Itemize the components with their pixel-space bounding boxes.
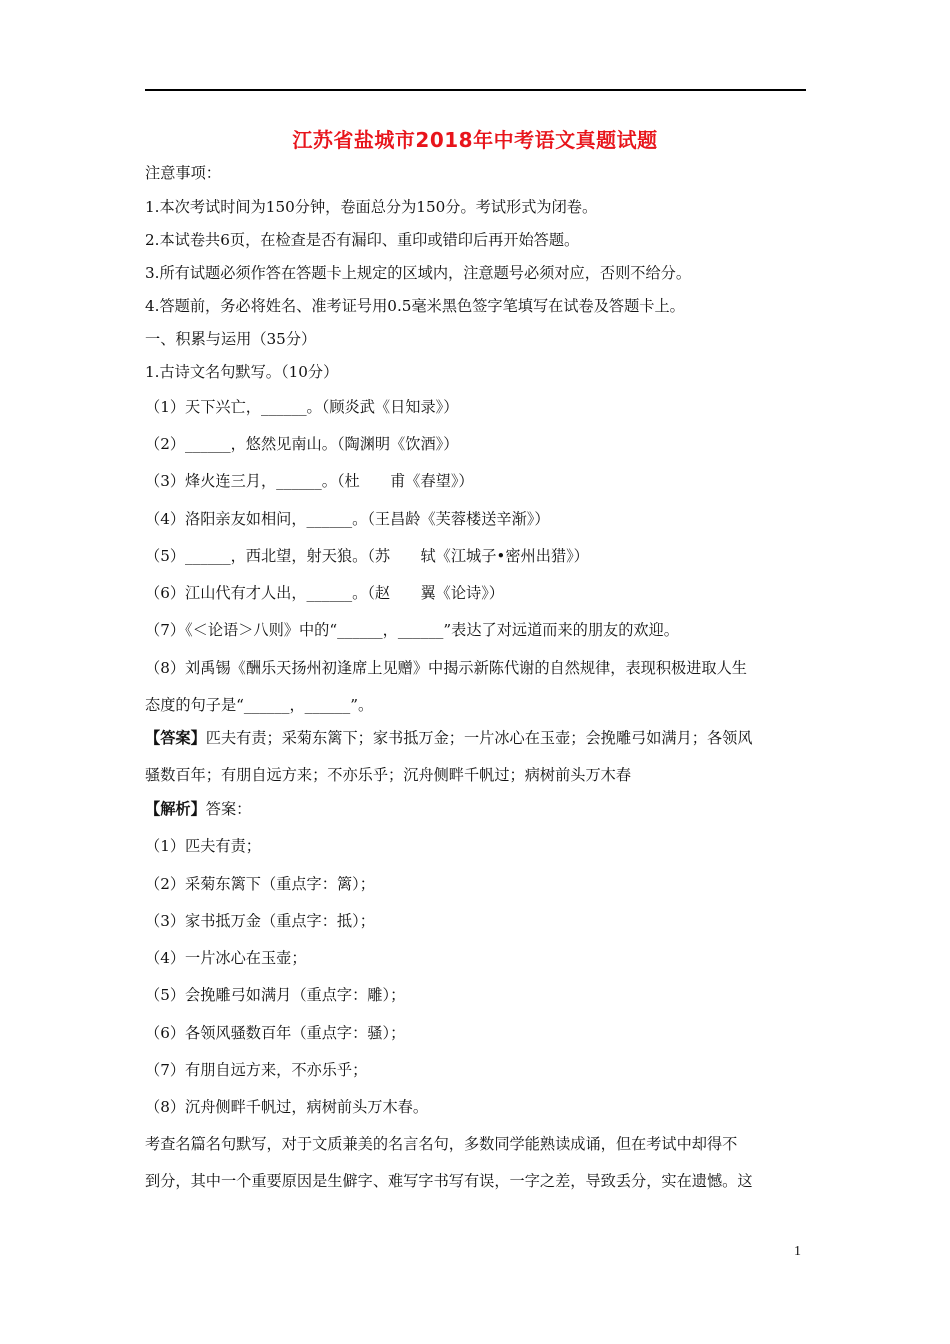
question-item-1: （1）天下兴亡，______。（顾炎武《日知录》）: [145, 398, 459, 416]
answer-line: [145, 727, 753, 749]
notice-item-2: 2.本试卷共6页，在检查是否有漏印、重印或错印后再开始答题。: [145, 231, 580, 249]
question-item-2: （2）______，悠然见南山。（陶渊明《饮酒》）: [145, 435, 459, 453]
answer-text: 匹夫有责；采菊东篱下；家书抵万金；一片冰心在玉壶；会挽雕弓如满月；各领风: [205, 729, 753, 747]
analysis-label: 【解析】: [145, 800, 206, 818]
analysis-item-7: （7）有朋自远方来，不亦乐乎；: [145, 1061, 368, 1079]
question-heading: 1.古诗文名句默写。（10分）: [145, 363, 339, 381]
notice-item-1: 1.本次考试时间为150分钟，卷面总分为150分。考试形式为闭卷。: [145, 198, 598, 216]
answer-label: 【答案】: [145, 729, 206, 747]
notice-item-3: 3.所有试题必须作答在答题卡上规定的区域内，注意题号必须对应，否则不给分。: [145, 264, 692, 282]
analysis-item-3: （3）家书抵万金（重点字：抵）；: [145, 912, 375, 930]
question-item-5: （5）______，西北望，射天狼。（苏 轼《江城子•密州出猎》）: [145, 547, 589, 565]
analysis-item-4: （4）一片冰心在玉壶；: [145, 949, 307, 967]
notice-item-4: 4.答题前，务必将姓名、准考证号用0.5毫米黑色签字笔填写在试卷及答题卡上。: [145, 297, 685, 315]
document-title: 江苏省盐城市2018年中考语文真题试题: [292, 128, 658, 152]
analysis-item-6: （6）各领风骚数百年（重点字：骚）；: [145, 1024, 406, 1042]
question-item-4: （4）洛阳亲友如相问，______。（王昌龄《芙蓉楼送辛渐》）: [145, 510, 550, 528]
section-heading: 一、积累与运用（35分）: [145, 330, 317, 348]
question-item-8-cont: 态度的句子是“______，______”。: [145, 696, 374, 714]
explanation-line-2: 到分，其中一个重要原因是生僻字、难写字书写有误，一字之差，导致丢分，实在遗憾。这: [145, 1172, 753, 1190]
analysis-item-8: （8）沉舟侧畔千帆过，病树前头万木春。: [145, 1098, 429, 1116]
analysis-item-5: （5）会挽雕弓如满月（重点字：雕）；: [145, 986, 406, 1004]
question-item-6: （6）江山代有才人出，______。（赵 翼《论诗》）: [145, 584, 504, 602]
answer-cont: 骚数百年；有朋自远方来；不亦乐乎；沉舟侧畔千帆过；病树前头万木春: [145, 766, 631, 784]
notice-heading: 注意事项：: [145, 164, 221, 182]
explanation-line-1: 考查名篇名句默写，对于文质兼美的名言名句，多数同学能熟读成诵，但在考试中却得不: [145, 1135, 738, 1153]
question-item-3: （3）烽火连三月，______。（杜 甫《春望》）: [145, 472, 474, 490]
question-item-8: （8）刘禹锡《酬乐天扬州初逢席上见赠》中揭示新陈代谢的自然规律，表现积极进取人生: [145, 659, 747, 677]
analysis-text: 答案：: [205, 800, 252, 818]
question-item-7: （7）《＜论语＞八则》中的“______，______”表达了对远道而来的朋友的欢迎。: [145, 621, 679, 639]
page-number: 1: [794, 1244, 801, 1259]
analysis-item-1: （1）匹夫有责；: [145, 837, 261, 855]
analysis-item-2: （2）采菊东篱下（重点字：篱）；: [145, 875, 375, 893]
analysis-line: [145, 798, 251, 820]
header-rule: [145, 89, 806, 91]
